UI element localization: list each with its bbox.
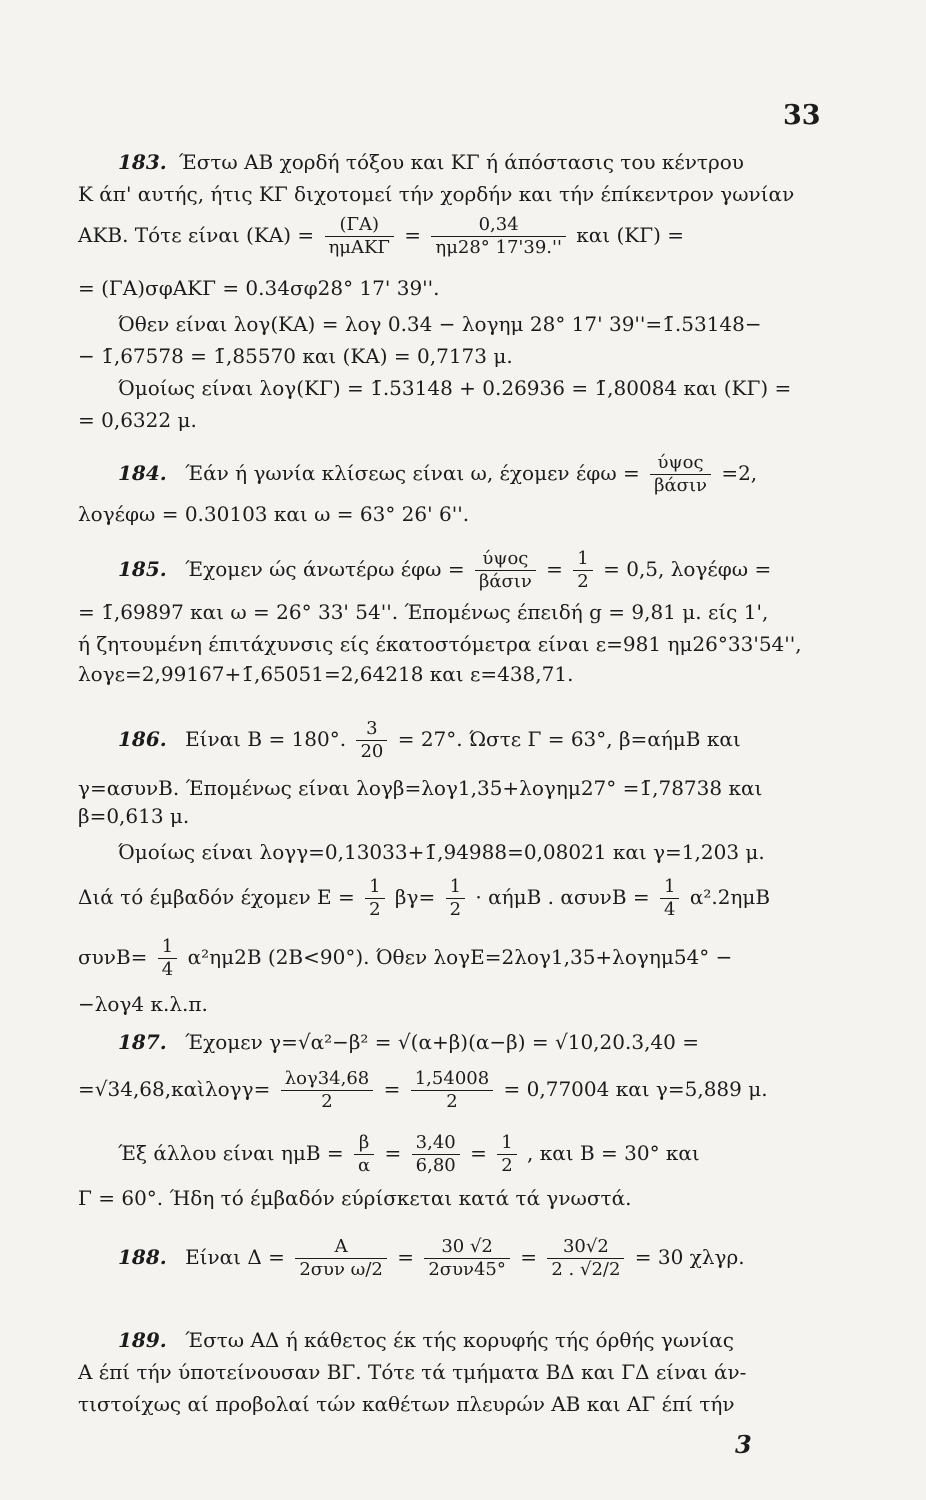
- p183-line-6: − 1̄,67578 = 1̄,85570 και (ΚΑ) = 0,7173 μ.: [78, 344, 513, 368]
- p185-text-1a: Έχομεν ώς άνωτέρω έφω =: [185, 557, 465, 581]
- p185-number: 185.: [118, 557, 167, 581]
- p185-line-3: ή ζητουμένη έπιτάχυνσις είς έκατοστόμετρα είναι ε=981 ημ26°33'54'',: [78, 632, 802, 656]
- p187-text-3b: , και Β = 30° και: [527, 1141, 700, 1165]
- p183-line-5: Όθεν είναι λογ(ΚΑ) = λογ 0.34 − λογημ 28° 17' 39''=1̄.53148−: [118, 312, 762, 336]
- p187-line-4: Γ = 60°. Ήδη τό έμβαδόν εύρίσκεται κατά τά γνωστά.: [78, 1186, 632, 1210]
- fraction: $\frac{A}{\text{2συν ω/2}}$: [295, 1236, 387, 1281]
- p186-text-5d: α².2ημΒ: [689, 885, 771, 909]
- p189-line-3: τιστοίχως αί προβολαί τών καθέτων πλευρών ΑΒ και ΑΓ έπί τήν: [78, 1392, 735, 1416]
- fraction: $\frac{3}{20}$: [356, 718, 387, 763]
- p186-text-5b: βγ=: [394, 885, 436, 909]
- fraction: $\frac{\text{ύψος}}{\text{βάσιν}}$: [475, 548, 536, 593]
- p183-number: 183.: [118, 150, 167, 174]
- p186-line-4: Όμοίως είναι λογγ=0,13033+1̄,94988=0,08021 και γ=1,203 μ.: [118, 840, 765, 864]
- p189-number: 189.: [118, 1328, 167, 1352]
- p184-number: 184.: [118, 461, 167, 485]
- p186-text-1b: = 27°. Ώστε Γ = 63°, β=αήμΒ και: [397, 727, 741, 751]
- equals-sign: =: [397, 1245, 414, 1269]
- p186-line-7: −λογ4 κ.λ.π.: [78, 992, 208, 1016]
- p188-text-1a: Είναι Δ =: [185, 1245, 285, 1269]
- p184-text-1b: =2,: [721, 461, 758, 485]
- p187-line-3: Έξ άλλου είναι ημΒ = $\frac{\beta}{\alpha}$ = $\frac{3,40}{6,80}$ = $\frac{1}{2}$ , και Β = 30° και: [118, 1132, 700, 1176]
- fraction: $\frac{1}{2}$: [446, 876, 465, 921]
- page-number: 33: [783, 100, 821, 131]
- p185-line-4: λογε=2,99167+1̄,65051=2,64218 και ε=438,71.: [78, 662, 574, 686]
- p189-line-2: Α έπί τήν ύποτείνουσαν ΒΓ. Τότε τά τμήματα ΒΔ και ΓΔ είναι άν-: [78, 1360, 747, 1384]
- p186-line-5: [78, 876, 770, 921]
- p183-line-7: Όμοίως είναι λογ(ΚΓ) = 1̄.53148 + 0.26936 = 1̄,80084 και (ΚΓ) =: [118, 376, 792, 400]
- p188-line-1: 188. Είναι Δ = $\frac{A}{\text{2συν ω/2}}$ = $\frac{30 √2}{\text{2συν45°}}$ = $\frac{30√2}{2 . √2/2}$ = 30 χλγρ.: [118, 1236, 745, 1280]
- fraction: $\frac{1}{4}$: [158, 936, 177, 981]
- p185-text-1b: = 0,5, λογέφω =: [603, 557, 772, 581]
- p187-text-2a: =√34,68,καὶλογγ=: [78, 1077, 271, 1101]
- fraction: $\frac{1}{4}$: [660, 876, 679, 921]
- p183-line-8: = 0,6322 μ.: [78, 408, 197, 432]
- p183-line-3: [78, 214, 684, 259]
- fraction: $\frac{1}{2}$: [365, 876, 384, 921]
- equals-sign: =: [546, 557, 563, 581]
- fraction: $\frac{30 √2}{\text{2συν45°}}$: [424, 1236, 510, 1281]
- p189-text-1: Έστω ΑΔ ή κάθετος έκ τής κορυφής τής όρθής γωνίας: [185, 1328, 734, 1352]
- equals-sign: =: [404, 223, 422, 247]
- p186-line-6: [78, 936, 732, 981]
- p189-line-1: [118, 1328, 734, 1352]
- p187-number: 187.: [118, 1030, 167, 1054]
- p188-number: 188.: [118, 1245, 167, 1269]
- p186-line-3: β=0,613 μ.: [78, 804, 190, 828]
- fraction: $\frac{1}{2}$: [573, 548, 592, 593]
- fraction: $\frac{3,40}{6,80}$: [412, 1132, 460, 1177]
- fraction: $\frac{30√2}{2 . √2/2}$: [547, 1236, 624, 1281]
- p183-text-3b: και (ΚΓ) =: [576, 223, 684, 247]
- p183-text-1: Έστω ΑΒ χορδή τόξου και ΚΓ ή άπόστασις του κέντρου: [178, 150, 744, 174]
- fraction: $\frac{0,34}{\eta\mu 28^\circ 17'39.''}$: [431, 214, 565, 259]
- fraction: $\frac{\beta}{\alpha}$: [354, 1132, 374, 1177]
- p186-number: 186.: [118, 727, 167, 751]
- p186-text-6b: α²ημ2Β (2Β<90°). Όθεν λογΕ=2λογ1,35+λογημ54° −: [187, 945, 733, 969]
- fraction: $\frac{1,54008}{2}$: [411, 1068, 493, 1113]
- equals-sign: =: [383, 1077, 401, 1101]
- fraction: $\frac{\text{λογ34,68}}{2}$: [281, 1068, 374, 1113]
- p184-line-2: λογέφω = 0.30103 και ω = 63° 26' 6''.: [78, 502, 470, 526]
- p187-text-1: Έχομεν γ=√α²−β² = √(α+β)(α−β) = √10,20.3,40 =: [185, 1030, 699, 1054]
- fraction: $\frac{\text{ύψος}}{\text{βάσιν}}$: [650, 452, 711, 497]
- p186-line-2: γ=ασυνΒ. Έπομένως είναι λογβ=λογ1,35+λογημ27° =1̄,78738 και: [78, 776, 763, 800]
- p186-line-1: [118, 718, 741, 763]
- p183-line-1: [118, 150, 744, 174]
- p186-text-1a: Είναι Β = 180°.: [185, 727, 347, 751]
- p187-line-2: [78, 1068, 768, 1113]
- fraction: $\frac{(\Gamma A)}{\text{ημΑΚΓ}}$: [325, 214, 394, 259]
- p186-text-6a: συνΒ=: [78, 945, 148, 969]
- p185-line-1: [118, 548, 771, 593]
- p187-text-2b: = 0,77004 και γ=5,889 μ.: [503, 1077, 768, 1101]
- p183-line-2: Κ άπ' αυτής, ήτις ΚΓ διχοτομεί τήν χορδήν και τήν έπίκεντρον γωνίαν: [78, 182, 795, 206]
- p186-text-5c: · αήμΒ . ασυνΒ =: [475, 885, 650, 909]
- fraction: $\frac{1}{2}$: [497, 1132, 516, 1177]
- p183-line-4: = (ΓΑ)σφΑΚΓ = 0.34σφ28° 17' 39''.: [78, 276, 440, 300]
- p184-line-1: [118, 452, 757, 497]
- p187-line-1: [118, 1030, 699, 1054]
- p183-text-3a: ΑΚΒ. Τότε είναι (ΚΑ) =: [78, 223, 315, 247]
- p185-line-2: = 1̄,69897 και ω = 26° 33' 54''. Έπομένως έπειδή g = 9,81 μ. είς 1',: [78, 600, 769, 624]
- p184-text-1a: Έάν ή γωνία κλίσεως είναι ω, έχομεν έφω =: [185, 461, 640, 485]
- p186-text-5a: Διά τό έμβαδόν έχομεν Ε =: [78, 885, 355, 909]
- p188-text-1b: = 30 χλγρ.: [634, 1245, 745, 1269]
- p187-text-3a: Έξ άλλου είναι ημΒ =: [118, 1141, 344, 1165]
- signature-mark: 3: [735, 1430, 752, 1459]
